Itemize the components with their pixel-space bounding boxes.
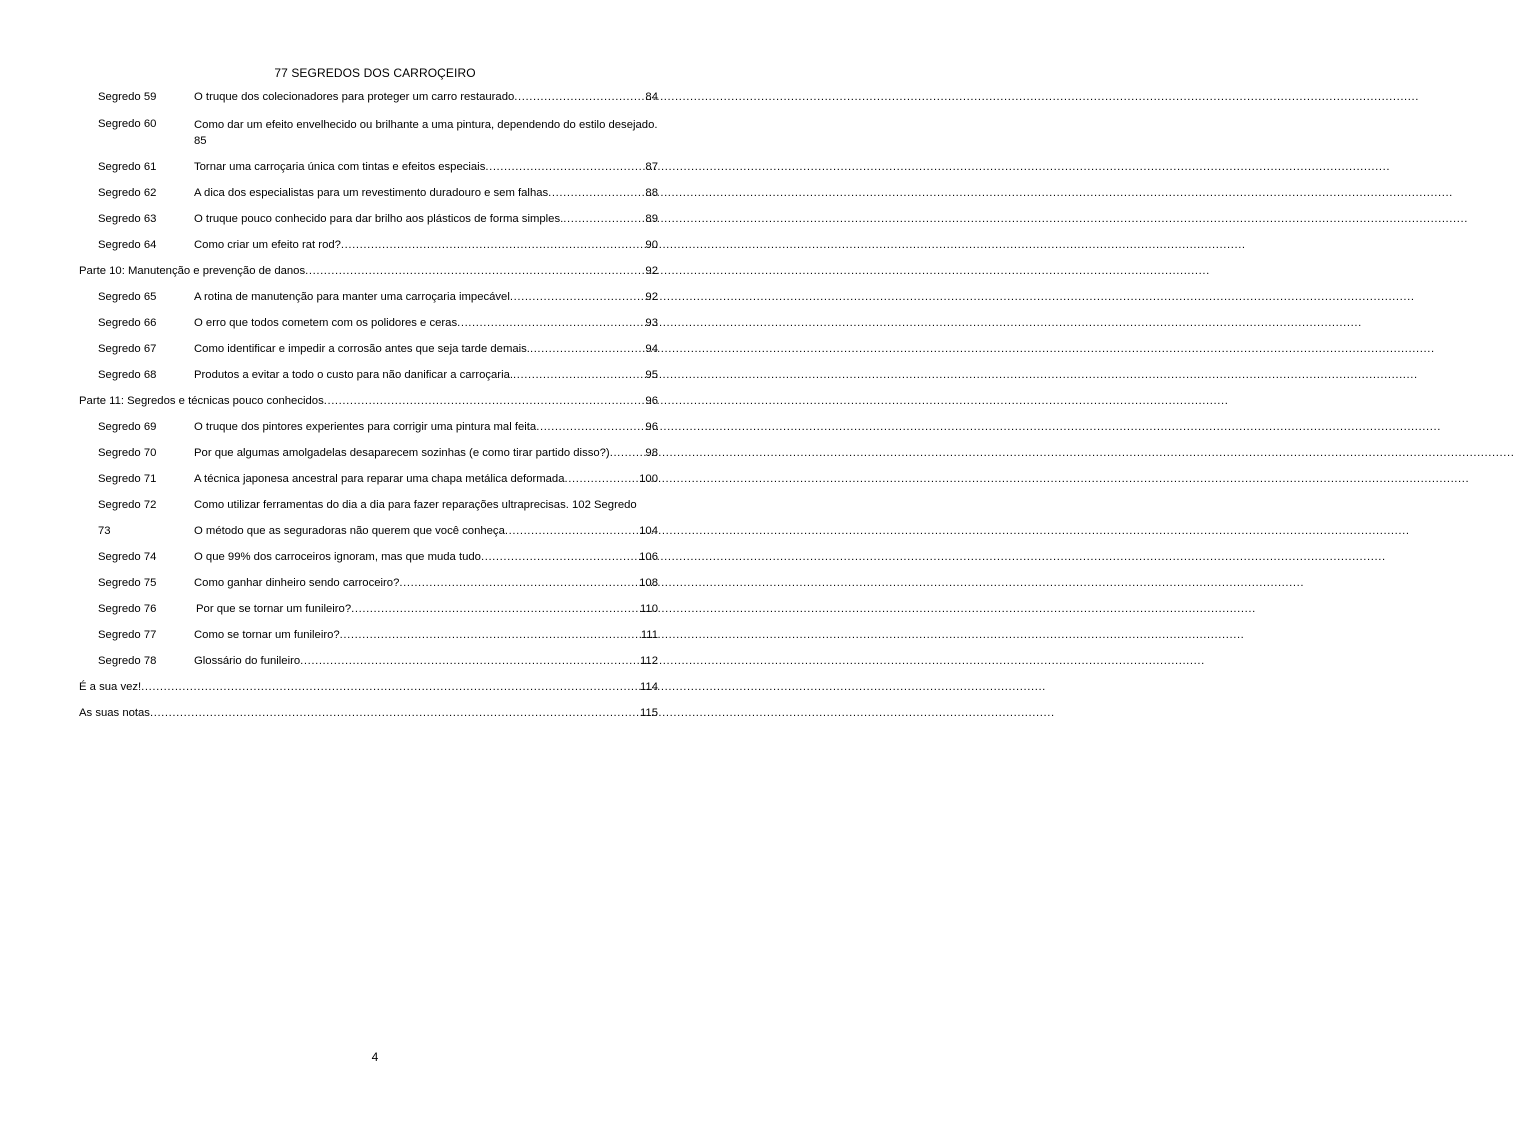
dot-leader	[340, 628, 641, 643]
toc-entry-label: Segredo 71	[98, 473, 157, 485]
toc-entry-label: Segredo 63	[98, 213, 157, 225]
toc-entry-page: 112	[639, 655, 658, 667]
dot-leader	[563, 212, 645, 227]
dot-leader	[481, 550, 639, 565]
toc-entry-title: O que 99% dos carroceiros ignoram, mas que muda tudo	[194, 551, 481, 563]
toc-entry-title: Como criar um efeito rat rod?	[194, 239, 341, 251]
toc-entry-title: O truque dos colecionadores para proteger um carro restaurado	[194, 91, 515, 103]
toc-entry-page: 111	[640, 629, 658, 641]
dot-leader	[351, 602, 640, 617]
toc-entry-label: 73	[98, 525, 111, 537]
toc-entry-page: 98	[645, 447, 658, 459]
toc-entry-label: Segredo 68	[98, 369, 157, 381]
toc-entry-page: 115	[639, 707, 658, 719]
toc-entry-page: 89	[645, 213, 658, 225]
toc-entry-title: A dica dos especialistas para um revestimento duradouro e sem falhas	[194, 187, 549, 199]
toc-entry-label: Segredo 60	[98, 118, 157, 130]
dot-leader	[341, 238, 646, 253]
dot-leader	[510, 290, 646, 305]
toc-entry-title: O truque dos pintores experientes para corrigir uma pintura mal feita	[194, 421, 537, 433]
document-page	[0, 0, 750, 1125]
page-header-title: 77 SEGREDOS DOS CARROÇEIRO	[274, 66, 476, 80]
toc-entry-label: Segredo 69	[98, 421, 157, 433]
toc-entry-page: 93	[645, 317, 658, 329]
toc-entry-title: A rotina de manutenção para manter uma carroçaria impecável	[194, 291, 510, 303]
toc-part-title: Parte 11: Segredos e técnicas pouco conhecidos	[79, 395, 324, 407]
toc-entry-page: 92	[645, 265, 658, 277]
dot-leader	[485, 160, 645, 175]
toc-entry-page: 104	[639, 525, 658, 537]
toc-entry-label: Segredo 78	[98, 655, 157, 667]
toc-entry-page: 90	[645, 239, 658, 251]
toc-entry-label: Segredo 67	[98, 343, 157, 355]
toc-entry-page: 95	[645, 369, 658, 381]
toc-entry-title: Como dar um efeito envelhecido ou brilhante a uma pintura, dependendo do estilo desejado. 85	[194, 119, 658, 147]
toc-part-title: As suas notas	[79, 707, 150, 719]
toc-entry-label: Segredo 62	[98, 187, 157, 199]
toc-entry-page: 106	[639, 551, 658, 563]
dot-leader	[305, 264, 645, 279]
dot-leader	[536, 420, 645, 435]
toc-entry-title: Glossário do funileiro	[194, 655, 301, 667]
toc-entry-page: 88	[645, 187, 658, 199]
toc-entry-title: Produtos a evitar a todo o custo para não danificar a carroçaria.	[194, 369, 514, 381]
dot-leader	[141, 680, 640, 695]
toc-entry-title: O método que as seguradoras não querem que você conheça	[194, 525, 505, 537]
toc-entry-title: Como identificar e impedir a corrosão antes que seja tarde demais.	[194, 343, 530, 355]
toc-entry-title: Como utilizar ferramentas do dia a dia para fazer reparações ultraprecisas. 102 Segredo	[194, 499, 637, 511]
toc-part-title: Parte 10: Manutenção e prevenção de danos	[79, 265, 306, 277]
toc-entry-label: Segredo 70	[98, 447, 157, 459]
toc-entry-page: 110	[639, 603, 658, 615]
dot-leader	[150, 706, 640, 721]
toc-entry-title: Como se tornar um funileiro?	[194, 629, 340, 641]
dot-leader	[399, 576, 639, 591]
dot-leader	[324, 394, 646, 409]
toc-entry-label: Segredo 66	[98, 317, 157, 329]
toc-entry-title: O truque pouco conhecido para dar brilho aos plásticos de forma simples.	[194, 213, 564, 225]
toc-entry-title: O erro que todos cometem com os polidores e ceras	[194, 317, 458, 329]
toc-part-title: É a sua vez!	[79, 681, 142, 693]
dot-leader	[457, 316, 645, 331]
toc-entry-page: 84	[645, 91, 658, 103]
toc-entry-label: Segredo 75	[98, 577, 157, 589]
toc-entry-label: Segredo 74	[98, 551, 157, 563]
dot-leader	[300, 654, 640, 669]
toc-entry-page: 96	[645, 421, 658, 433]
toc-entry-page: 92	[645, 291, 658, 303]
toc-entry-page: 96	[645, 395, 658, 407]
toc-entry-page: 87	[645, 161, 658, 173]
toc-entry-title: Por que algumas amolgadelas desaparecem sozinhas (e como tirar partido disso?)	[194, 447, 610, 459]
toc-entry-label: Segredo 72	[98, 499, 157, 511]
toc-entry-page: 108	[639, 577, 658, 589]
toc-entry-label: Segredo 64	[98, 239, 157, 251]
toc-entry-page: 100	[639, 473, 658, 485]
dot-leader	[548, 186, 645, 201]
dot-leader	[610, 446, 646, 461]
toc-entry-title: Como ganhar dinheiro sendo carroceiro?	[194, 577, 400, 589]
page-number: 4	[371, 1050, 379, 1064]
toc-entry-label: Segredo 61	[98, 161, 157, 173]
toc-entry-label: Segredo 65	[98, 291, 157, 303]
toc-entry-label: Segredo 59	[98, 91, 157, 103]
toc-entry-page: 94	[645, 343, 658, 355]
dot-leader	[505, 524, 639, 539]
toc-entry-label: Segredo 76	[98, 603, 157, 615]
toc-entry-title: A técnica japonesa ancestral para reparar uma chapa metálica deformada	[194, 473, 565, 485]
toc-entry-label: Segredo 77	[98, 629, 157, 641]
toc-entry-title: Tornar uma carroçaria única com tintas e efeitos especiais	[194, 161, 486, 173]
dot-leader	[565, 472, 640, 487]
toc-entry-title: Por que se tornar um funileiro?	[196, 603, 352, 615]
dot-leader	[514, 90, 645, 105]
dot-leader	[513, 368, 645, 383]
dot-leader	[530, 342, 645, 357]
toc-entry-page: 114	[639, 681, 658, 693]
